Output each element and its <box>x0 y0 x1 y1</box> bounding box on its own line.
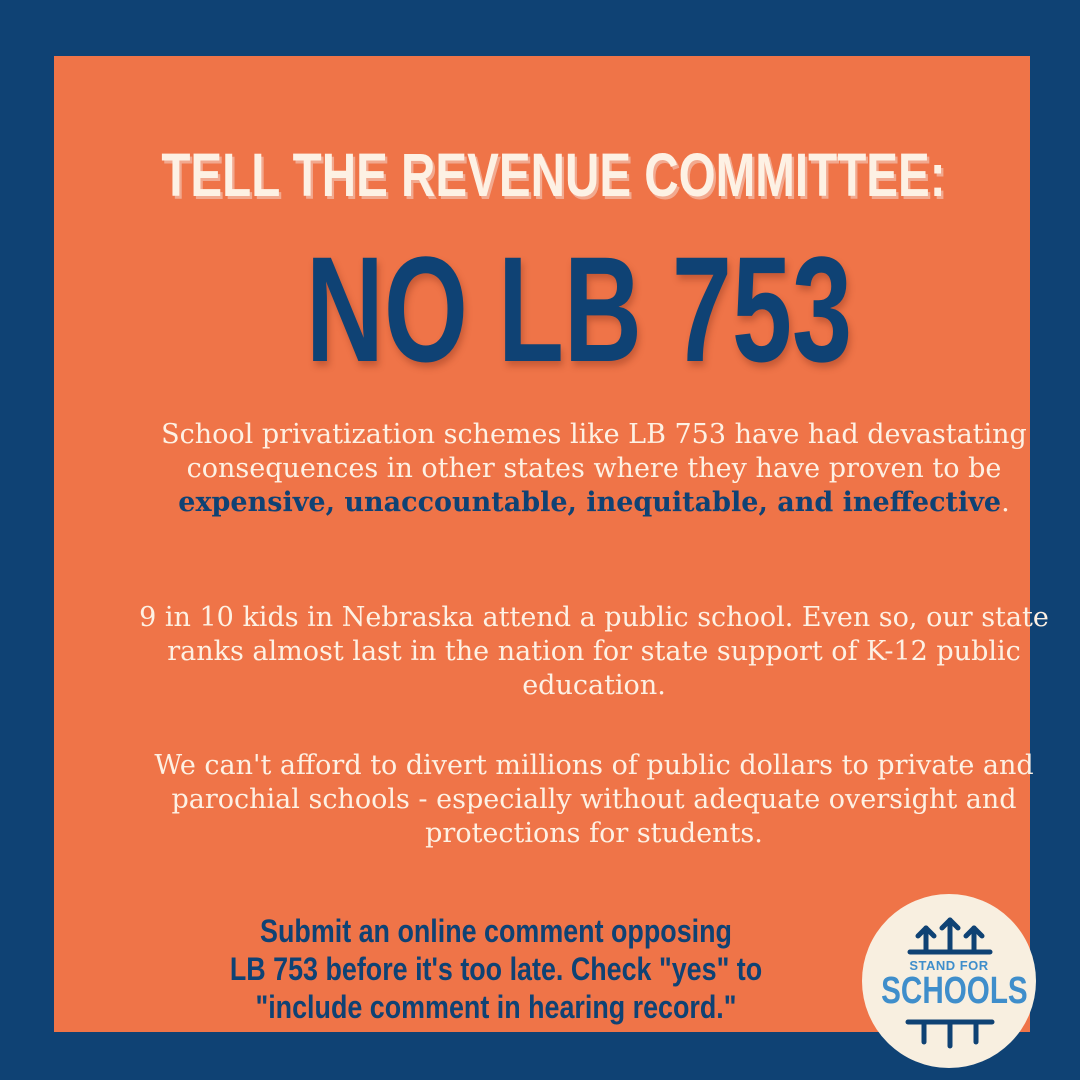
paragraph-public-dollars: We can't afford to divert millions of public dollars to private and parochial schools - especially without adequate oversight and protections for students. <box>154 750 1034 849</box>
main-title: NO LB 753 <box>305 225 853 393</box>
headline: TELL THE REVENUE COMMITTEE: <box>161 141 946 209</box>
logo-text-stand-for: STAND FOR <box>909 958 989 973</box>
call-to-action <box>202 912 790 1026</box>
paragraph-privatization-emphasis: expensive, unaccountable, inequitable, and ineffective <box>178 487 1002 518</box>
cta-line-3: "include comment in hearing record." <box>255 989 737 1025</box>
paragraph-nebraska: 9 in 10 kids in Nebraska attend a public school. Even so, our state ranks almost last in the nation for state support of K-12 public education. <box>139 602 1049 701</box>
cta-line-2: LB 753 before it's too late. Check "yes" to <box>229 951 763 987</box>
paragraph-privatization-end: . <box>1001 487 1010 518</box>
cta-line-1: Submit an online comment opposing <box>260 913 732 949</box>
paragraph-privatization <box>138 418 1050 520</box>
logo-text-schools: SCHOOLS <box>881 970 1028 1012</box>
paragraph-privatization-lead: School privatization schemes like LB 753 have had devastating consequences in other states where they have proven to be <box>161 419 1027 484</box>
poster-panel <box>54 56 1049 1032</box>
stand-for-schools-logo <box>862 894 1036 1068</box>
